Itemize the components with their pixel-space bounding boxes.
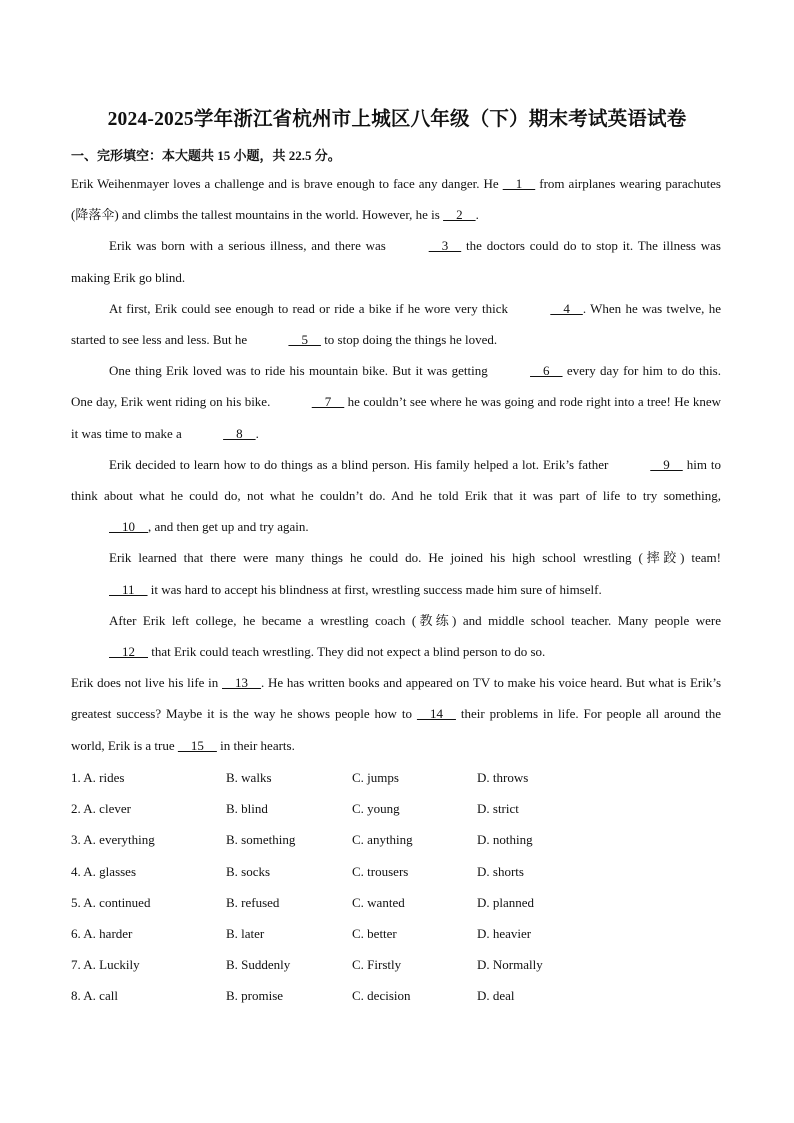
answer-blank: 6 xyxy=(530,363,563,379)
passage-text: the doctors could do to stop it. The illness was making Erik go blind. xyxy=(71,238,721,285)
answer-blank: 1 xyxy=(502,176,536,191)
passage-text: After Erik left college, he became a wrestling coach (教练) and middle school teacher. Many people were xyxy=(109,612,721,628)
passage-text: to stop doing the things he loved. xyxy=(320,332,498,348)
question-row xyxy=(71,793,631,824)
option-b: B. later xyxy=(226,925,265,941)
option-b: B. blind xyxy=(226,801,268,817)
option-c: C. anything xyxy=(352,832,413,848)
option-a xyxy=(71,856,136,887)
option-a xyxy=(71,949,140,980)
option-c: C. decision xyxy=(352,988,411,1004)
passage-text: Erik decided to learn how to do things as a blind person. His family helped a lot. Erik’s father xyxy=(109,456,613,472)
page-title: 2024-2025学年浙江省杭州市上城区八年级（下）期末考试英语试卷 xyxy=(107,109,687,130)
answer-blank: 7 xyxy=(311,394,345,410)
passage-paragraph xyxy=(71,449,721,543)
cloze-passage xyxy=(71,168,721,761)
option-b: B. refused xyxy=(226,894,280,910)
option-d: D. heavier xyxy=(477,925,532,941)
option-c: C. trousers xyxy=(352,863,409,879)
section-heading: 一、完形填空：本大题共 15 小题，共 22.5 分。 xyxy=(71,148,341,163)
passage-paragraph xyxy=(71,293,721,355)
option-a xyxy=(71,918,132,949)
answer-blank: 14 xyxy=(416,706,456,722)
option-d: D. strict xyxy=(477,801,519,817)
passage-text: . He has written books and appeared on TV to make his voice heard. But what is Erik’s greatest success? Maybe it is the way he shows people how to xyxy=(71,675,722,722)
question-row xyxy=(71,762,631,793)
option-a xyxy=(71,793,131,824)
question-row xyxy=(71,856,631,887)
option-b: B. promise xyxy=(226,988,284,1004)
option-a-label: A. continued xyxy=(83,894,151,910)
passage-text: that Erik could teach wrestling. They did not expect a blind person to do so. xyxy=(148,644,546,660)
answer-blank: 9 xyxy=(650,456,683,472)
passage-text: Erik Weihenmayer loves a challenge and is brave enough to face any danger. He xyxy=(71,176,503,191)
option-d: D. nothing xyxy=(477,832,533,848)
question-number: 5. xyxy=(71,894,84,910)
question-row xyxy=(71,824,631,855)
passage-text: . xyxy=(475,207,479,223)
option-a xyxy=(71,887,150,918)
answer-blank: 15 xyxy=(177,737,217,753)
passage-text: , and then get up and try again. xyxy=(148,519,309,535)
question-number: 4. xyxy=(71,863,84,879)
option-c: C. young xyxy=(352,801,400,817)
passage-text: he couldn’t see where he was going and rode right into a tree! He knew it was time to make a xyxy=(71,394,721,441)
option-a-label: A. clever xyxy=(83,801,131,817)
question-number: 3. xyxy=(71,832,84,848)
option-a-label: A. Luckily xyxy=(83,957,140,973)
option-d: D. planned xyxy=(477,894,535,910)
answer-blank: 8 xyxy=(223,425,256,441)
passage-text: At first, Erik could see enough to read or ride a bike if he wore very thick xyxy=(109,300,513,316)
passage-text: every day for him to do this. One day, Erik went riding on his bike. xyxy=(71,363,721,410)
answer-blank: 3 xyxy=(428,238,462,254)
question-number: 1. xyxy=(71,770,84,785)
answer-blank: 10 xyxy=(109,519,148,535)
option-a-label: A. everything xyxy=(83,832,155,848)
option-c: C. jumps xyxy=(352,770,399,785)
passage-text: their problems in life. For people all around the world, Erik is a true xyxy=(71,706,721,753)
option-c: C. Firstly xyxy=(352,957,402,973)
passage-text: in their hearts. xyxy=(216,737,295,753)
option-b: B. Suddenly xyxy=(226,957,291,973)
passage-text: Erik does not live his life in xyxy=(71,675,223,691)
answer-blank: 13 xyxy=(222,675,262,691)
option-d: D. deal xyxy=(477,988,515,1004)
option-b: B. something xyxy=(226,832,296,848)
option-a xyxy=(71,980,118,1011)
passage-paragraph xyxy=(71,667,721,761)
passage-paragraph xyxy=(71,355,721,449)
option-b: B. walks xyxy=(226,770,272,785)
option-d: D. Normally xyxy=(477,957,543,973)
passage-text: it was hard to accept his blindness at first, wrestling success made him sure of himself. xyxy=(147,581,602,597)
option-d: D. shorts xyxy=(477,863,524,879)
passage-paragraph xyxy=(71,168,721,230)
passage-text: from airplanes wearing parachutes (降落伞) and climbs the tallest mountains in the world. However, he is xyxy=(71,176,721,223)
option-a xyxy=(71,824,155,855)
option-c: C. wanted xyxy=(352,894,405,910)
option-d: D. throws xyxy=(477,770,529,785)
question-number: 6. xyxy=(71,925,84,941)
option-c: C. better xyxy=(352,925,397,941)
passage-text: Erik was born with a serious illness, and there was xyxy=(109,238,391,254)
question-row xyxy=(71,887,631,918)
passage-paragraph xyxy=(71,230,721,292)
question-options xyxy=(71,762,631,1012)
question-row xyxy=(71,949,631,980)
answer-blank: 2 xyxy=(443,207,476,223)
option-a-label: A. glasses xyxy=(83,863,137,879)
option-a-label: A. rides xyxy=(83,770,125,785)
answer-blank: 11 xyxy=(109,581,148,597)
passage-text: One thing Erik loved was to ride his mountain bike. But it was getting xyxy=(109,363,493,379)
answer-blank: 5 xyxy=(288,332,321,348)
passage-text: Erik learned that there were many things he could do. He joined his high school wrestling (摔跤) team! xyxy=(109,550,721,566)
answer-blank: 12 xyxy=(109,644,148,660)
passage-text: . xyxy=(255,425,259,441)
question-number: 2. xyxy=(71,801,84,817)
option-b: B. socks xyxy=(226,863,271,879)
answer-blank: 4 xyxy=(550,300,583,316)
question-row xyxy=(71,918,631,949)
passage-paragraph xyxy=(71,542,721,604)
option-a-label: A. harder xyxy=(83,925,133,941)
question-number: 7. xyxy=(71,957,84,973)
option-a xyxy=(71,762,124,793)
question-number: 8. xyxy=(71,988,84,1004)
passage-text: him to think about what he could do, not what he couldn’t do. And he told Erik that it was part of life to try something, xyxy=(71,456,721,504)
question-row xyxy=(71,980,631,1011)
option-a-label: A. call xyxy=(83,988,118,1004)
passage-text: . When he was twelve, he started to see less and less. But he xyxy=(71,300,722,348)
passage-paragraph xyxy=(71,605,721,667)
